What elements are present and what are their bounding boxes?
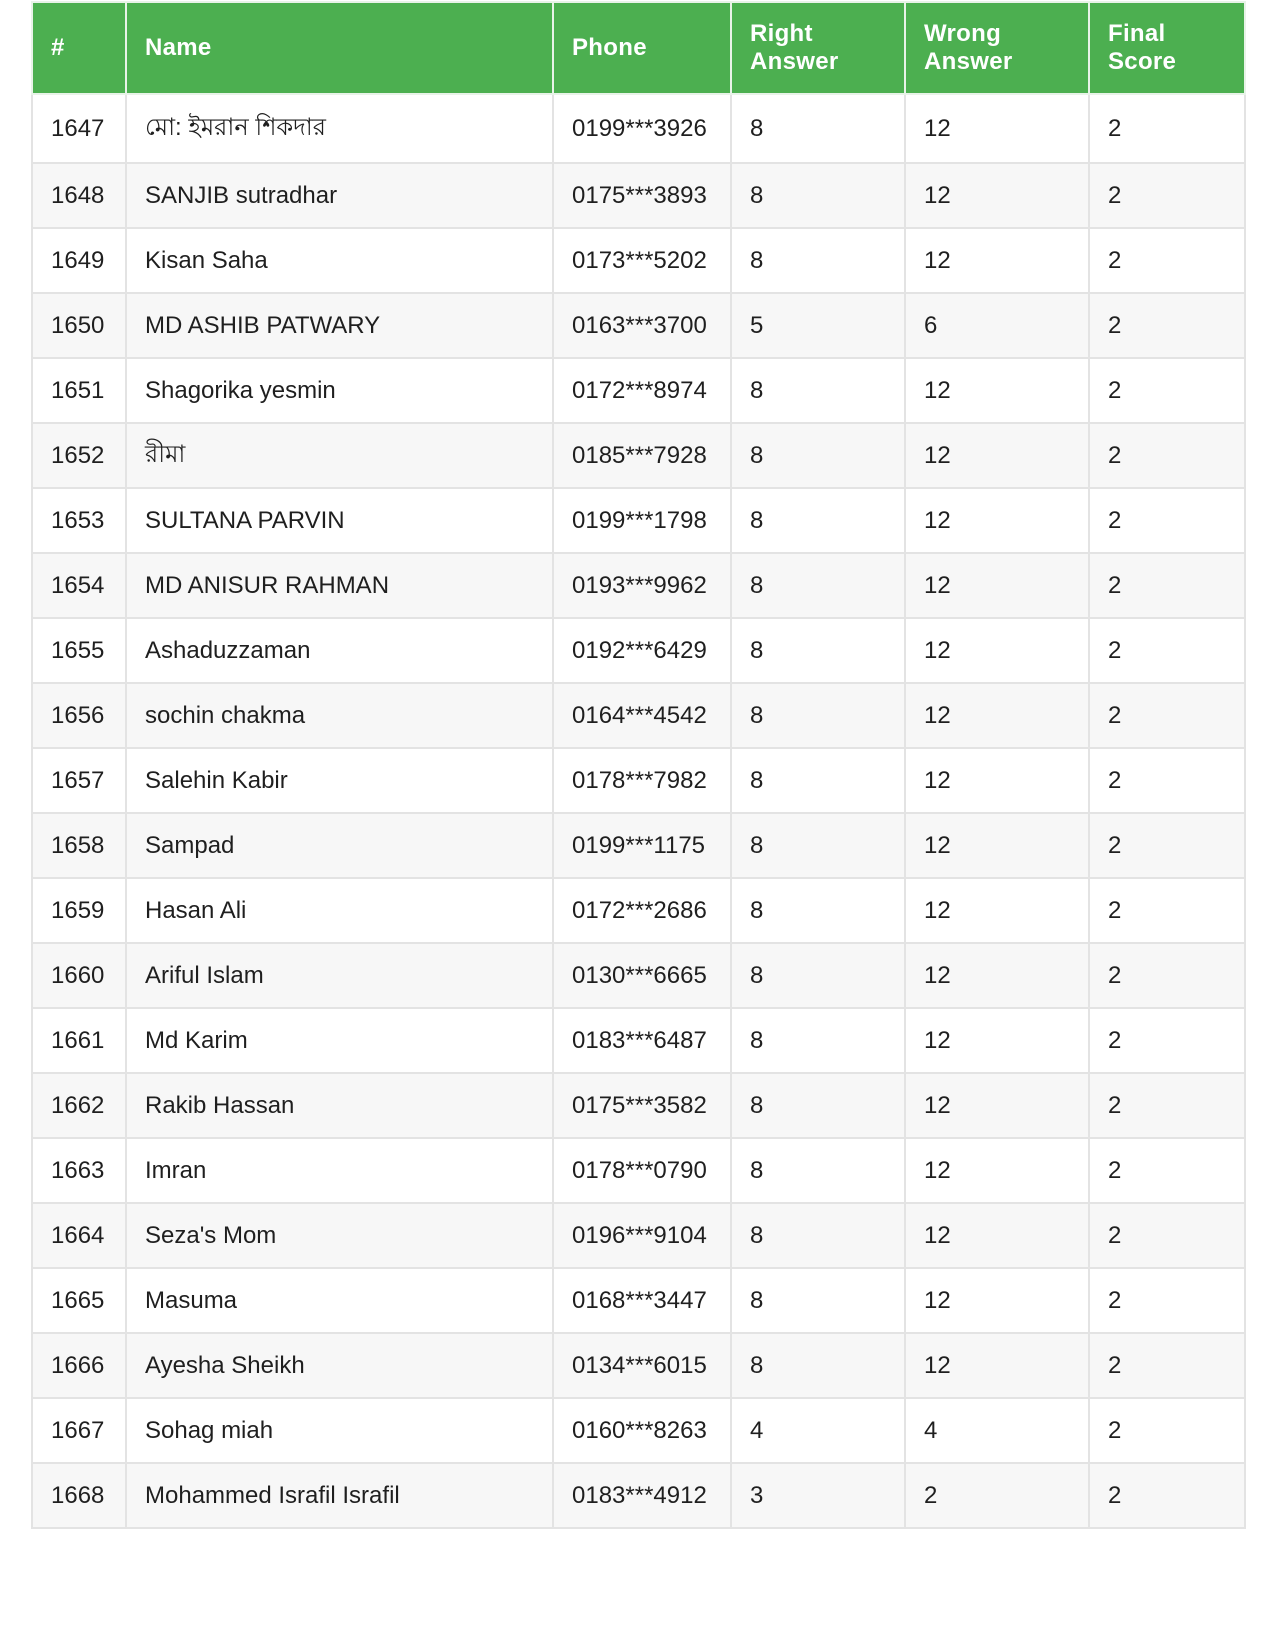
cell-id: 1661 xyxy=(32,1008,126,1073)
cell-id: 1652 xyxy=(32,423,126,488)
cell-name: MD ASHIB PATWARY xyxy=(126,293,553,358)
cell-final-score: 2 xyxy=(1089,1073,1245,1138)
cell-name: Imran xyxy=(126,1138,553,1203)
table-row xyxy=(32,358,1245,423)
cell-name: Shagorika yesmin xyxy=(126,358,553,423)
cell-phone: 0172***2686 xyxy=(553,878,731,943)
cell-name: রীমা xyxy=(126,423,553,488)
cell-id: 1650 xyxy=(32,293,126,358)
cell-phone: 0160***8263 xyxy=(553,1398,731,1463)
cell-name: SANJIB sutradhar xyxy=(126,163,553,228)
cell-right-answer: 8 xyxy=(731,1073,905,1138)
cell-phone: 0164***4542 xyxy=(553,683,731,748)
table-row xyxy=(32,813,1245,878)
cell-final-score: 2 xyxy=(1089,1398,1245,1463)
cell-name: Sohag miah xyxy=(126,1398,553,1463)
cell-right-answer: 8 xyxy=(731,618,905,683)
cell-wrong-answer: 12 xyxy=(905,943,1089,1008)
cell-name: Hasan Ali xyxy=(126,878,553,943)
cell-phone: 0199***1798 xyxy=(553,488,731,553)
cell-id: 1654 xyxy=(32,553,126,618)
table-row xyxy=(32,1268,1245,1333)
cell-name: Mohammed Israfil Israfil xyxy=(126,1463,553,1528)
cell-right-answer: 8 xyxy=(731,488,905,553)
table-row xyxy=(32,1203,1245,1268)
cell-phone: 0193***9962 xyxy=(553,553,731,618)
header-row xyxy=(32,2,1245,94)
cell-right-answer: 8 xyxy=(731,228,905,293)
cell-id: 1659 xyxy=(32,878,126,943)
cell-name: মো: ইমরান শিকদার xyxy=(126,94,553,163)
cell-final-score: 2 xyxy=(1089,1268,1245,1333)
cell-final-score: 2 xyxy=(1089,1008,1245,1073)
cell-wrong-answer: 12 xyxy=(905,618,1089,683)
cell-right-answer: 8 xyxy=(731,748,905,813)
cell-right-answer: 8 xyxy=(731,1008,905,1073)
table-row xyxy=(32,1463,1245,1528)
table-row xyxy=(32,1333,1245,1398)
table-row xyxy=(32,618,1245,683)
cell-wrong-answer: 12 xyxy=(905,878,1089,943)
cell-final-score: 2 xyxy=(1089,748,1245,813)
cell-id: 1662 xyxy=(32,1073,126,1138)
table-row xyxy=(32,488,1245,553)
cell-right-answer: 8 xyxy=(731,683,905,748)
table-row xyxy=(32,683,1245,748)
cell-name: Ayesha Sheikh xyxy=(126,1333,553,1398)
cell-wrong-answer: 12 xyxy=(905,228,1089,293)
cell-wrong-answer: 12 xyxy=(905,423,1089,488)
cell-right-answer: 3 xyxy=(731,1463,905,1528)
cell-name: SULTANA PARVIN xyxy=(126,488,553,553)
cell-id: 1649 xyxy=(32,228,126,293)
table-row xyxy=(32,1073,1245,1138)
cell-name: MD ANISUR RAHMAN xyxy=(126,553,553,618)
cell-id: 1660 xyxy=(32,943,126,1008)
header-wrong-answer: Wrong Answer xyxy=(905,2,1089,94)
cell-name: Ashaduzzaman xyxy=(126,618,553,683)
cell-phone: 0199***3926 xyxy=(553,94,731,163)
cell-right-answer: 8 xyxy=(731,423,905,488)
cell-id: 1665 xyxy=(32,1268,126,1333)
cell-wrong-answer: 12 xyxy=(905,1333,1089,1398)
cell-final-score: 2 xyxy=(1089,813,1245,878)
cell-wrong-answer: 4 xyxy=(905,1398,1089,1463)
cell-wrong-answer: 12 xyxy=(905,1268,1089,1333)
cell-phone: 0185***7928 xyxy=(553,423,731,488)
cell-id: 1657 xyxy=(32,748,126,813)
cell-id: 1667 xyxy=(32,1398,126,1463)
table-row xyxy=(32,228,1245,293)
cell-phone: 0175***3582 xyxy=(553,1073,731,1138)
cell-wrong-answer: 12 xyxy=(905,1138,1089,1203)
cell-right-answer: 4 xyxy=(731,1398,905,1463)
cell-phone: 0130***6665 xyxy=(553,943,731,1008)
cell-right-answer: 8 xyxy=(731,1203,905,1268)
cell-right-answer: 8 xyxy=(731,163,905,228)
cell-wrong-answer: 12 xyxy=(905,94,1089,163)
table-row xyxy=(32,553,1245,618)
cell-phone: 0178***0790 xyxy=(553,1138,731,1203)
cell-wrong-answer: 12 xyxy=(905,553,1089,618)
cell-phone: 0178***7982 xyxy=(553,748,731,813)
cell-phone: 0173***5202 xyxy=(553,228,731,293)
cell-final-score: 2 xyxy=(1089,878,1245,943)
cell-final-score: 2 xyxy=(1089,1463,1245,1528)
cell-wrong-answer: 12 xyxy=(905,1203,1089,1268)
cell-right-answer: 8 xyxy=(731,358,905,423)
header-final-score: Final Score xyxy=(1089,2,1245,94)
cell-final-score: 2 xyxy=(1089,1333,1245,1398)
cell-wrong-answer: 12 xyxy=(905,683,1089,748)
cell-id: 1664 xyxy=(32,1203,126,1268)
table-row xyxy=(32,1138,1245,1203)
header-right-answer: Right Answer xyxy=(731,2,905,94)
cell-phone: 0183***4912 xyxy=(553,1463,731,1528)
cell-name: Md Karim xyxy=(126,1008,553,1073)
cell-id: 1653 xyxy=(32,488,126,553)
cell-right-answer: 8 xyxy=(731,1333,905,1398)
cell-wrong-answer: 12 xyxy=(905,1073,1089,1138)
header-id: # xyxy=(32,2,126,94)
cell-name: Salehin Kabir xyxy=(126,748,553,813)
cell-phone: 0196***9104 xyxy=(553,1203,731,1268)
cell-final-score: 2 xyxy=(1089,683,1245,748)
cell-right-answer: 8 xyxy=(731,1268,905,1333)
table-row xyxy=(32,1008,1245,1073)
header-name: Name xyxy=(126,2,553,94)
cell-right-answer: 8 xyxy=(731,1138,905,1203)
cell-id: 1651 xyxy=(32,358,126,423)
cell-wrong-answer: 12 xyxy=(905,163,1089,228)
table-row xyxy=(32,878,1245,943)
cell-final-score: 2 xyxy=(1089,163,1245,228)
cell-phone: 0199***1175 xyxy=(553,813,731,878)
cell-wrong-answer: 12 xyxy=(905,813,1089,878)
cell-final-score: 2 xyxy=(1089,618,1245,683)
cell-name: Masuma xyxy=(126,1268,553,1333)
header-phone: Phone xyxy=(553,2,731,94)
cell-id: 1663 xyxy=(32,1138,126,1203)
cell-name: Rakib Hassan xyxy=(126,1073,553,1138)
cell-phone: 0134***6015 xyxy=(553,1333,731,1398)
cell-final-score: 2 xyxy=(1089,488,1245,553)
cell-final-score: 2 xyxy=(1089,1203,1245,1268)
cell-name: Seza's Mom xyxy=(126,1203,553,1268)
cell-final-score: 2 xyxy=(1089,293,1245,358)
table-row xyxy=(32,163,1245,228)
cell-final-score: 2 xyxy=(1089,228,1245,293)
cell-phone: 0192***6429 xyxy=(553,618,731,683)
table-row xyxy=(32,293,1245,358)
cell-phone: 0175***3893 xyxy=(553,163,731,228)
cell-right-answer: 8 xyxy=(731,94,905,163)
cell-wrong-answer: 6 xyxy=(905,293,1089,358)
cell-right-answer: 8 xyxy=(731,943,905,1008)
cell-id: 1668 xyxy=(32,1463,126,1528)
cell-name: Ariful Islam xyxy=(126,943,553,1008)
cell-final-score: 2 xyxy=(1089,943,1245,1008)
cell-phone: 0163***3700 xyxy=(553,293,731,358)
cell-name: sochin chakma xyxy=(126,683,553,748)
cell-id: 1655 xyxy=(32,618,126,683)
table-row xyxy=(32,94,1245,163)
cell-wrong-answer: 12 xyxy=(905,488,1089,553)
cell-name: Sampad xyxy=(126,813,553,878)
cell-phone: 0172***8974 xyxy=(553,358,731,423)
results-table xyxy=(31,1,1246,1529)
table-body xyxy=(32,94,1245,1528)
table-row xyxy=(32,943,1245,1008)
cell-id: 1658 xyxy=(32,813,126,878)
cell-id: 1647 xyxy=(32,94,126,163)
cell-right-answer: 8 xyxy=(731,878,905,943)
cell-right-answer: 5 xyxy=(731,293,905,358)
table-header xyxy=(32,2,1245,94)
table-row xyxy=(32,423,1245,488)
cell-wrong-answer: 12 xyxy=(905,1008,1089,1073)
cell-wrong-answer: 12 xyxy=(905,748,1089,813)
table-row xyxy=(32,1398,1245,1463)
cell-right-answer: 8 xyxy=(731,553,905,618)
cell-final-score: 2 xyxy=(1089,358,1245,423)
cell-name: Kisan Saha xyxy=(126,228,553,293)
cell-final-score: 2 xyxy=(1089,94,1245,163)
cell-id: 1648 xyxy=(32,163,126,228)
cell-id: 1656 xyxy=(32,683,126,748)
cell-phone: 0183***6487 xyxy=(553,1008,731,1073)
cell-id: 1666 xyxy=(32,1333,126,1398)
cell-final-score: 2 xyxy=(1089,423,1245,488)
cell-wrong-answer: 2 xyxy=(905,1463,1089,1528)
cell-final-score: 2 xyxy=(1089,553,1245,618)
cell-right-answer: 8 xyxy=(731,813,905,878)
cell-phone: 0168***3447 xyxy=(553,1268,731,1333)
cell-wrong-answer: 12 xyxy=(905,358,1089,423)
cell-final-score: 2 xyxy=(1089,1138,1245,1203)
table-row xyxy=(32,748,1245,813)
